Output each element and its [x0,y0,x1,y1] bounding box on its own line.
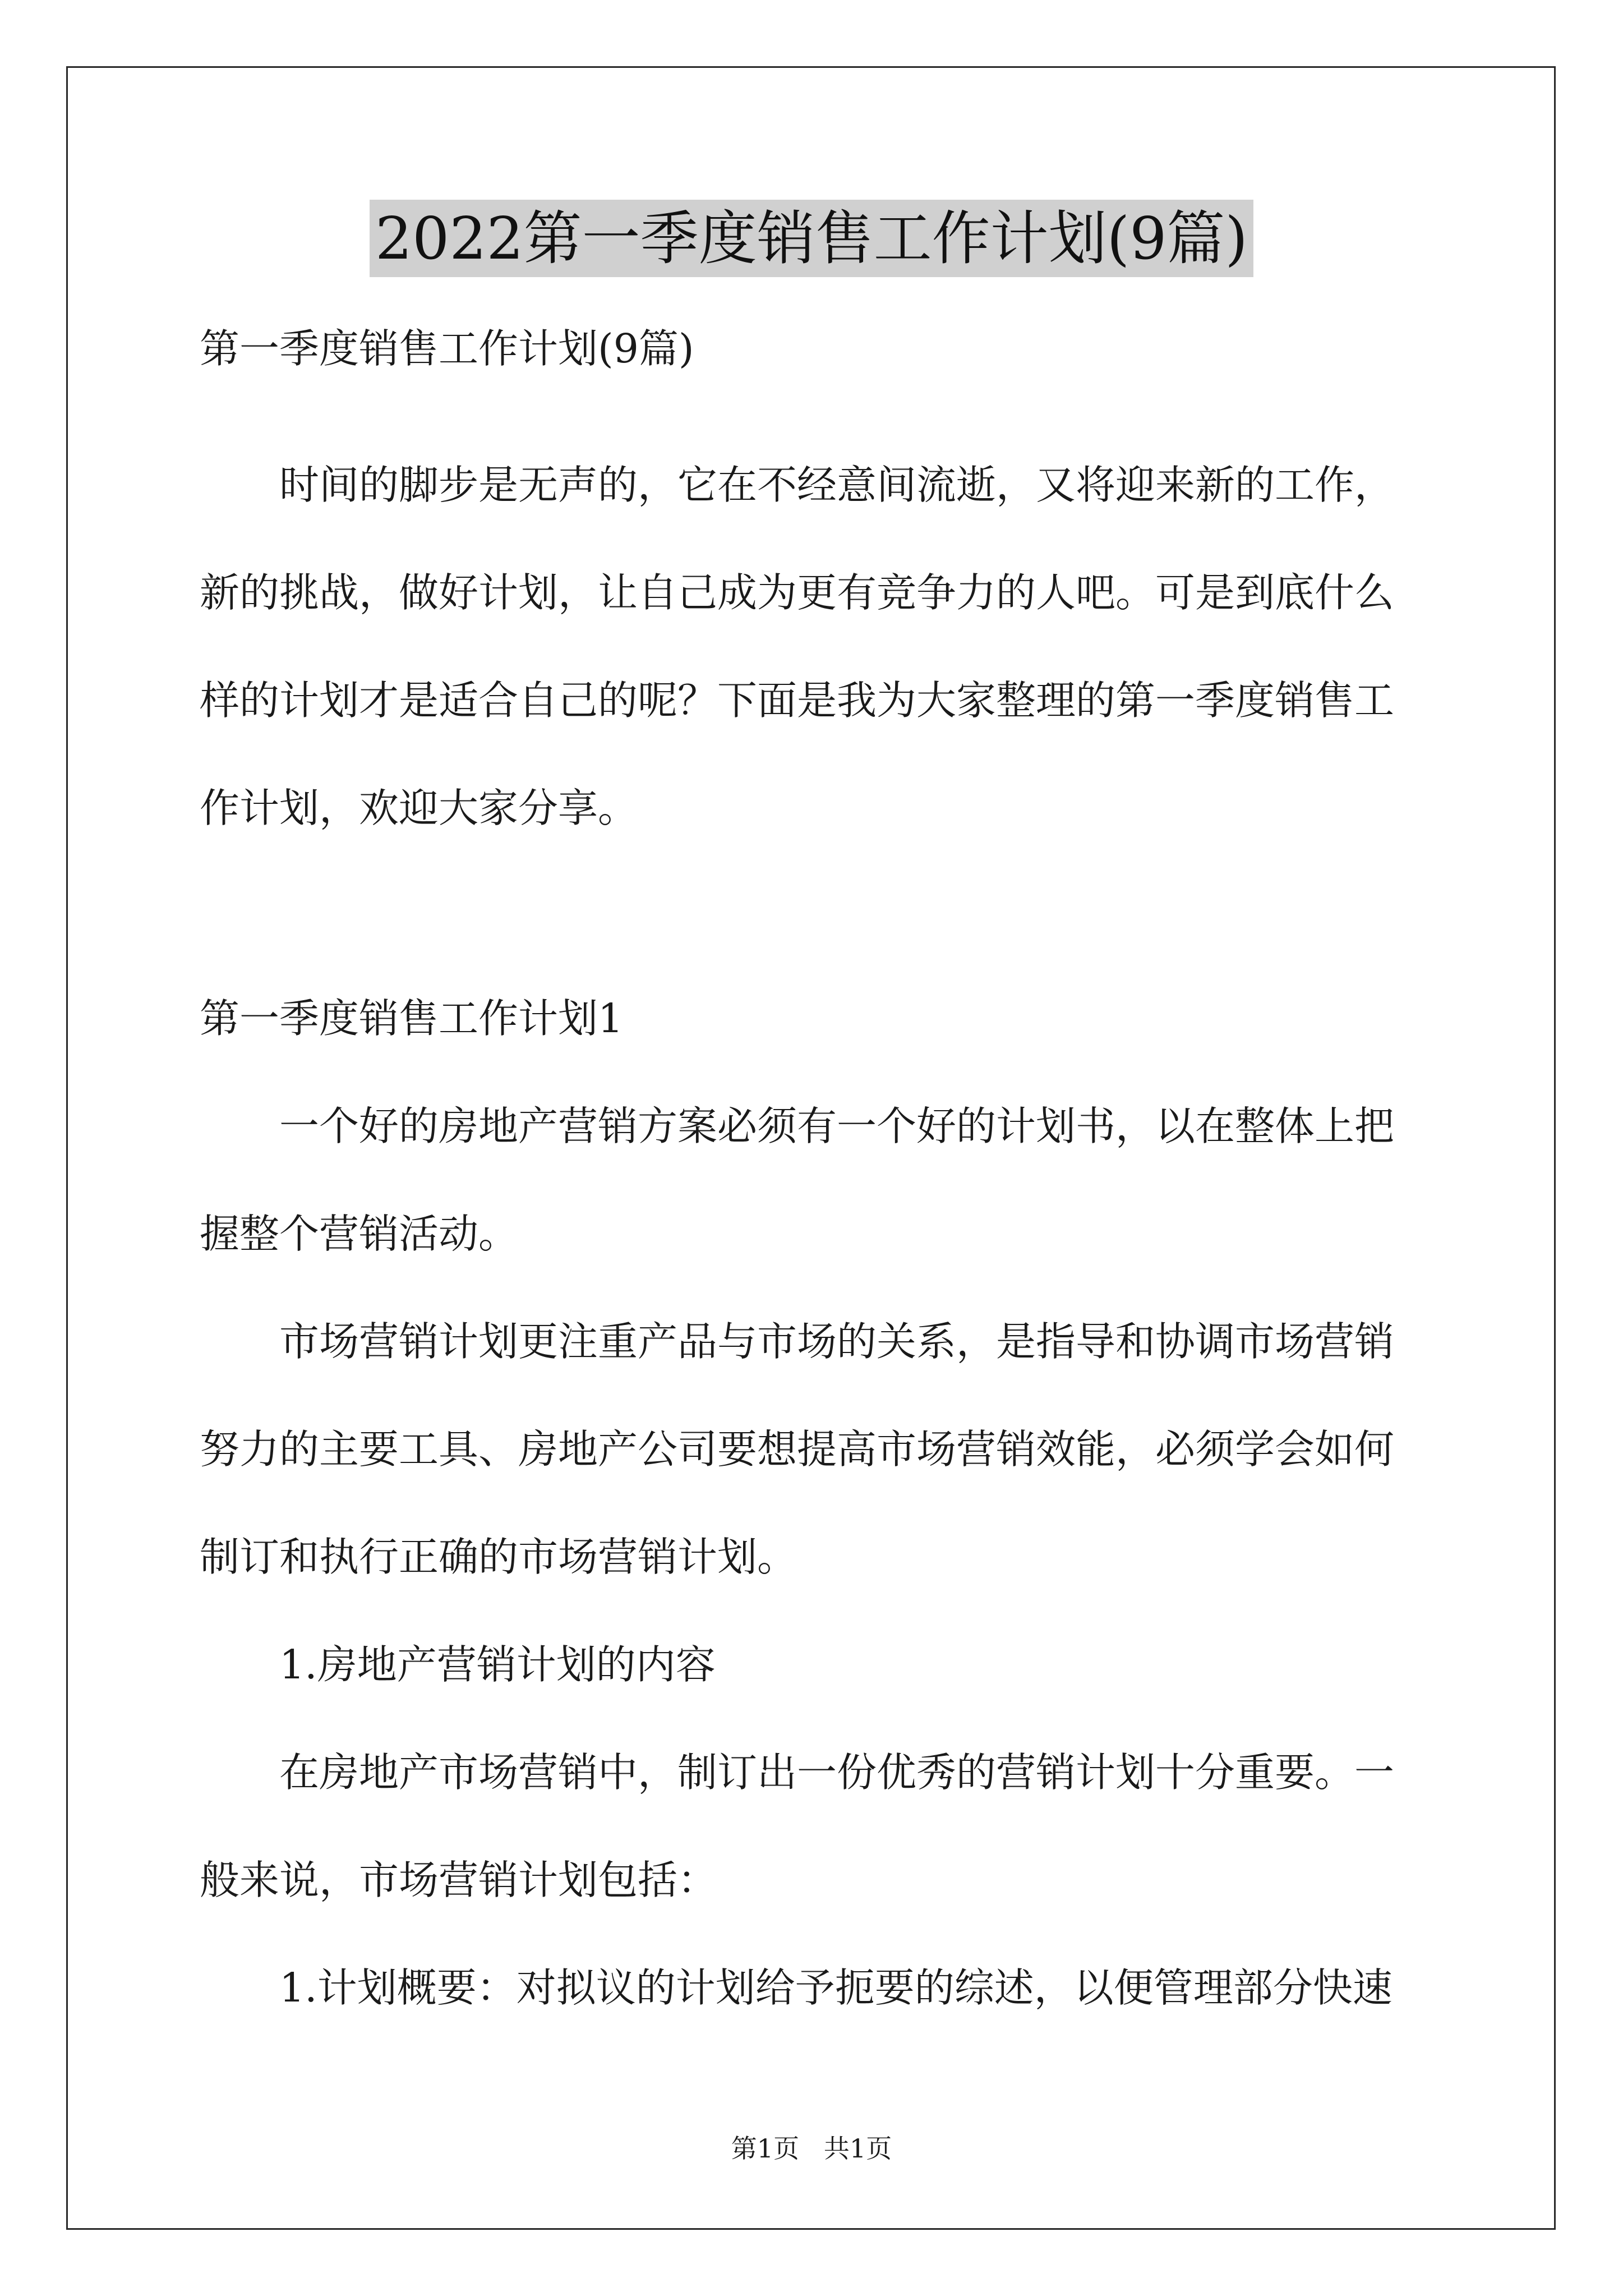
subsection-heading: 1.房地产营销计划的内容 [279,1641,716,1688]
body-paragraph: 一个好的房地产营销方案必须有一个好的计划书，以在整体上把握整个营销活动。 [200,1103,1395,1257]
document-title: 2022第一季度销售工作计划(9篇) [370,200,1253,277]
page-footer: 第1页 共1页 [731,2133,892,2164]
body-paragraph: 市场营销计划更注重产品与市场的关系，是指导和协调市场营销努力的主要工具、房地产公司要想提高市场营销效能，必须学会如何制订和执行正确的市场营销计划。 [200,1318,1395,1580]
body-paragraph: 在房地产市场营销中，制订出一份优秀的营销计划十分重要。一般来说，市场营销计划包括： [200,1749,1395,1903]
subtitle-paragraph: 第一季度销售工作计划(9篇) [200,325,694,372]
section-heading-1: 第一季度销售工作计划1 [200,995,624,1042]
body-paragraph: 1.计划概要：对拟议的计划给予扼要的综述，以便管理部分快速 [279,1964,1393,2011]
intro-paragraph: 时间的脚步是无声的，它在不经意间流逝，又将迎来新的工作，新的挑战，做好计划，让自己成为更有竞争力的人吧。可是到底什么样的计划才是适合自己的呢？下面是我为大家整理的第一季度销售工作计划，欢迎大家分享。 [200,462,1395,831]
document-title-container [0,200,1623,277]
